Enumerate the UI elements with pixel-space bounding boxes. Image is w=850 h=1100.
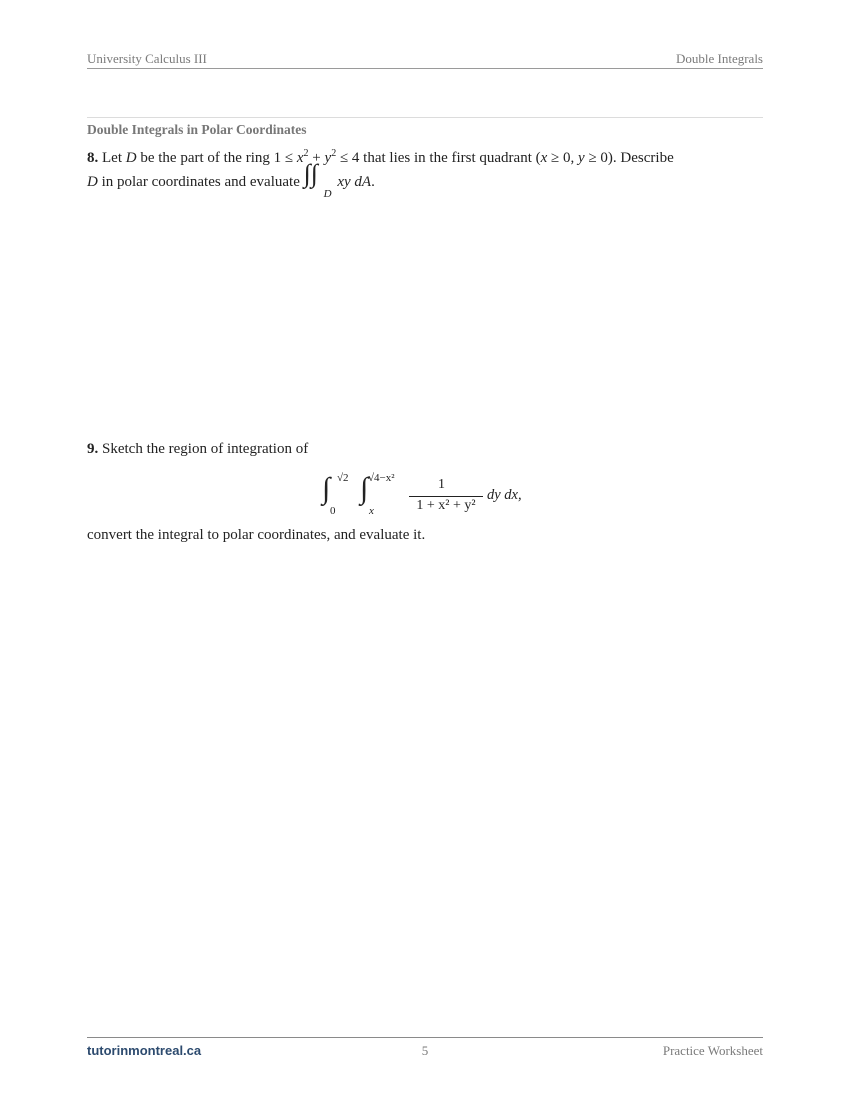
outer-upper-limit: √2 [337,472,349,484]
math-var: D [125,150,137,166]
outer-lower-limit: 0 [330,505,336,517]
inner-upper-limit: √4−x² [368,472,395,484]
math-var: x [540,150,548,166]
problem-number: 9. [87,441,99,457]
section-title: Double Integrals in Polar Coordinates [87,122,307,137]
math-exponent: 2 [303,148,309,159]
math-var: y [578,150,585,166]
problem-9-instructions [87,523,763,547]
footer-doc-type: Practice Worksheet [662,1043,763,1058]
inner-integral-sign: ∫ [360,472,369,505]
integral-domain: D [323,188,332,200]
differentials: dy dx, [487,487,522,503]
problem-number: 8. [87,150,99,166]
header-topic: Double Integrals [675,51,763,66]
double-integral-symbol: ∫∫ D [304,170,334,190]
problem-text: convert the integral to polar coordinates, and evaluate it. [87,527,426,543]
header-course-title: University Calculus III [87,51,207,66]
punctuation: . [371,174,375,190]
problem-text: in polar coordinates and evaluate [97,174,304,190]
display-integral [318,468,548,518]
fraction-numerator: 1 [438,477,445,492]
math-var: y [324,150,332,166]
fraction-bar [409,496,483,497]
footer-website[interactable]: tutorinmontreal.ca [87,1043,202,1058]
problem-text: be the part of the ring 1 ≤ [136,150,297,166]
integrand: xy dA [333,174,372,190]
page-number: 5 [421,1043,429,1058]
outer-integral-sign: ∫ [322,472,331,505]
section-divider [87,117,763,118]
math-var: x [296,150,304,166]
math-var: D [87,174,98,190]
math-exponent: 2 [331,148,337,159]
fraction-denominator: 1 + x² + y² [416,498,476,513]
problem-text: Let [102,150,126,166]
page-header [87,50,763,69]
problem-8 [87,146,763,200]
problem-9-intro [87,437,763,461]
page-footer [87,1037,763,1058]
problem-text: ≤ 4 that lies in the first quadrant ( [336,150,541,166]
problem-text: ≥ 0). Describe [584,150,674,166]
inner-lower-limit: x [369,505,374,517]
problem-text: ≥ 0, [547,150,579,166]
problem-text: Sketch the region of integration of [102,441,309,457]
math-op: + [308,150,325,166]
